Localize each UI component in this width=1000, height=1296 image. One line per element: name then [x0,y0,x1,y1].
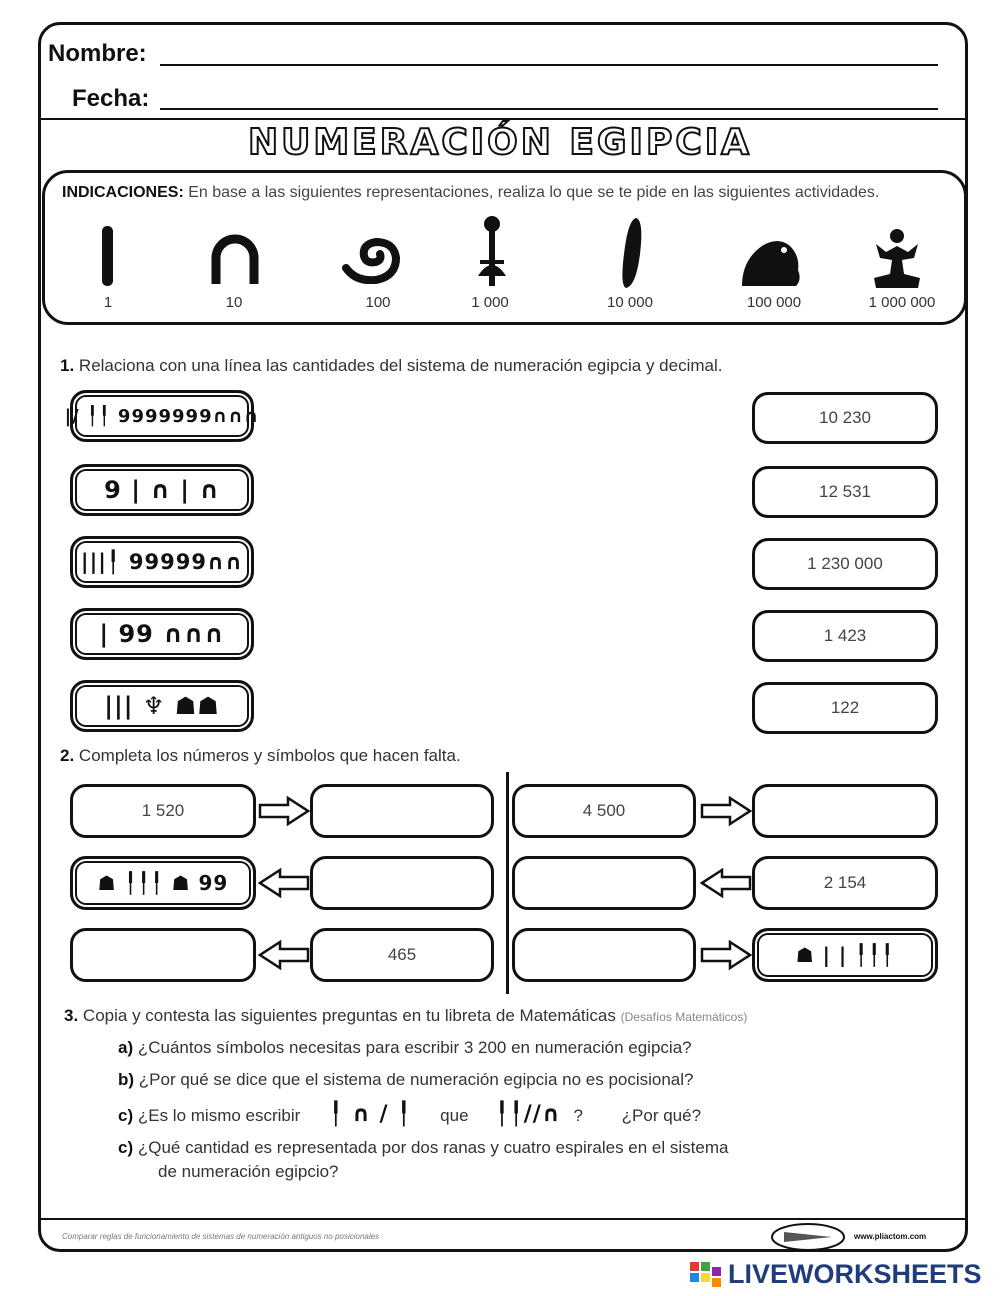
q2-answer-box[interactable] [512,856,696,910]
q2-box[interactable]: 4 500 [512,784,696,838]
arrow-right-icon [258,796,310,826]
name-field[interactable] [160,64,938,66]
liveworksheets-logo-icon [690,1260,724,1290]
q3-item-text: ¿Por qué? [621,1106,702,1125]
egyptian-number: ╿ ∩ / ╿ [329,1102,412,1127]
q1-right-item[interactable]: 12 531 [752,466,938,518]
arrow-left-icon [700,868,752,898]
q3-item-c [118,1102,701,1127]
q2-text: Completa los números y símbolos que hacen falta. [78,746,461,765]
egyptian-number: ╿╿//∩ [495,1102,561,1127]
arch-icon [210,234,260,286]
frog-icon [738,236,804,288]
q2-box[interactable] [752,928,938,982]
q3-note: (Desafíos Matemáticos) [620,1010,748,1024]
q2-answer-box[interactable] [752,784,938,838]
q1-left-item[interactable] [64,390,260,442]
footer-url[interactable]: www.pliactom.com [854,1232,927,1241]
q2-answer-box[interactable] [512,928,696,982]
egyptian-number: ☗ ╿╿╿ ☗ 99 [97,871,229,895]
lotus-icon [474,214,510,288]
spiral-icon [342,238,402,284]
symbol-value-100: 100 [365,294,391,311]
q3-item-text: ? [573,1106,583,1125]
god-icon [868,226,926,290]
egyptian-number: |/ ╿╿ 9999999∩∩∩ [64,405,260,427]
q2-number: 2. [60,746,75,765]
symbol-value-1000000: 1 000 000 [868,294,936,311]
q2-box[interactable] [70,856,256,910]
brand-name: LIVEWORKSHEETS [728,1259,982,1289]
q1-left-item[interactable] [70,680,254,732]
q2-box[interactable]: 2 154 [752,856,938,910]
q2-answer-box[interactable] [310,784,494,838]
q3-item-b [118,1070,694,1090]
q2-answer-box[interactable] [310,856,494,910]
q1-right-item[interactable]: 10 230 [752,392,938,444]
date-field[interactable] [160,108,938,110]
q1-heading [60,356,722,376]
arrow-right-icon [700,940,752,970]
symbol-value-1000: 1 000 [471,294,509,311]
q1-left-item[interactable] [70,608,254,660]
egyptian-number: | 99 ∩∩∩ [99,620,225,648]
header-divider [40,118,966,120]
q2-heading [60,746,461,766]
q3-item-text: que [440,1106,469,1125]
q3-text: Copia y contesta las siguientes preguntas en tu libreta de Matemáticas [82,1006,616,1025]
egyptian-number: ||| ♆ ☗☗ [104,692,220,720]
stroke-icon [100,226,116,288]
q2-divider [506,772,509,994]
q2-box[interactable]: 1 520 [70,784,256,838]
q3-letter: c) [118,1106,134,1125]
indications-label: INDICACIONES: [62,184,184,201]
egyptian-number: |||╿ 99999∩∩ [80,550,244,574]
publisher-logo-icon [770,1222,846,1252]
footer-divider [40,1218,966,1220]
q1-number: 1. [60,356,75,375]
q2-answer-box[interactable] [70,928,256,982]
q1-text: Relaciona con una línea las cantidades del sistema de numeración egipcia y decimal. [78,356,723,375]
arrow-left-icon [258,868,310,898]
q3-letter: c) [118,1138,134,1157]
q3-item-text: ¿Por qué se dice que el sistema de numeración egipcia no es pocisional? [138,1070,694,1089]
symbol-value-10000: 10 000 [607,294,653,311]
q3-item-text: ¿Cuántos símbolos necesitas para escribir 3 200 en numeración egipcia? [137,1038,692,1057]
footer-text: Comparar reglas de funcionamiento de sistemas de numeración antiguos no posicionales [62,1232,380,1241]
q1-left-item[interactable] [70,464,254,516]
q3-item-text: ¿Qué cantidad es representada por dos ranas y cuatro espirales en el sistema [137,1138,729,1157]
brand-bar [690,1259,982,1290]
egyptian-number: ☗ | | ╿╿╿ [795,943,895,967]
symbol-value-1: 1 [103,294,113,311]
page-title: NUMERACIÓN EGIPCIA [247,122,753,163]
q1-right-item[interactable]: 1 423 [752,610,938,662]
q3-item-d-cont: de numeración egipcio? [158,1162,339,1181]
q3-item-text: ¿Es lo mismo escribir [137,1106,301,1125]
q3-item-d [118,1138,728,1158]
q3-heading [64,1006,747,1026]
date-label: Fecha: [72,85,150,112]
symbol-value-100000: 100 000 [746,294,802,311]
indications-text [62,183,942,203]
q1-right-item[interactable]: 122 [752,682,938,734]
symbol-value-10: 10 [225,294,243,311]
arrow-right-icon [700,796,752,826]
q2-box[interactable]: 465 [310,928,494,982]
q3-item-a [118,1038,692,1058]
q3-letter: b) [118,1070,135,1089]
q3-letter: a) [118,1038,134,1057]
finger-icon [616,214,646,290]
egyptian-number: 9 | ∩ | ∩ [104,476,220,504]
q1-right-item[interactable]: 1 230 000 [752,538,938,590]
arrow-left-icon [258,940,310,970]
q3-number: 3. [64,1006,79,1025]
q1-left-item[interactable] [70,536,254,588]
indications-body: En base a las siguientes representaciones, realiza lo que se te pide en las siguientes actividades. [188,184,880,201]
name-label: Nombre: [48,40,147,67]
